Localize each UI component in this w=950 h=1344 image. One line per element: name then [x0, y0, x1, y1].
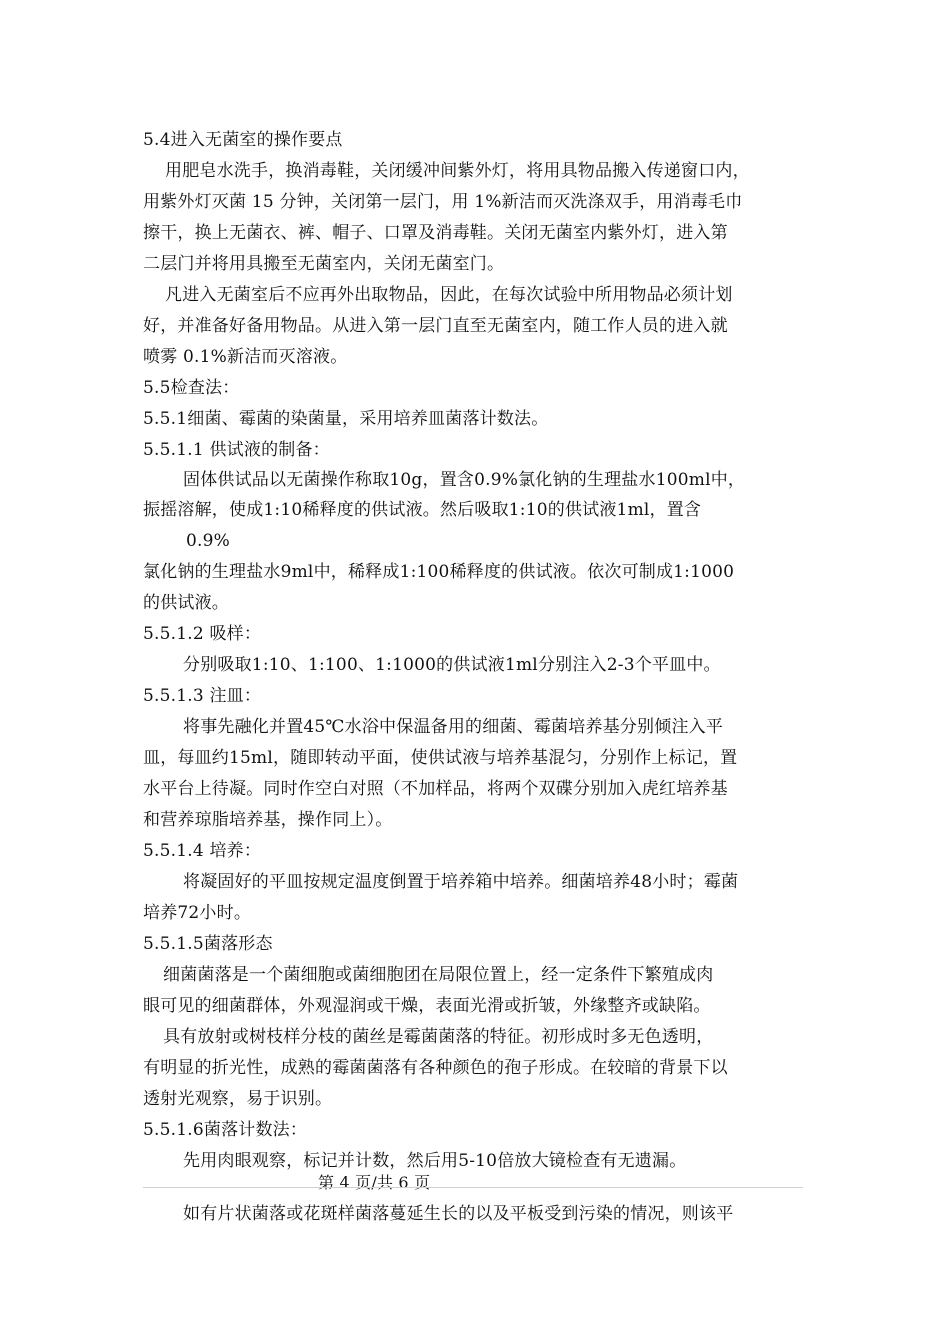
paragraph-line: 0.9%	[186, 531, 230, 551]
paragraph-line: 分别吸取1:10、1:100、1:1000的供试液1ml分别注入2-3个平皿中。	[183, 655, 721, 675]
paragraph-line: 细菌菌落是一个菌细胞或菌细胞团在局限位置上，经一定条件下繁殖成肉	[163, 965, 714, 985]
paragraph-line: 凡进入无菌室后不应再外出取物品，因此，在每次试验中所用物品必须计划	[165, 285, 733, 305]
section-heading-5-5-1-1: 5.5.1.1 供试液的制备：	[143, 440, 330, 460]
paragraph-line: 皿，每皿约15ml，随即转动平面，使供试液与培养基混匀，分别作上标记，置	[143, 748, 738, 768]
section-heading-5-5-1: 5.5.1细菌、霉菌的染菌量，采用培养皿菌落计数法。	[143, 409, 549, 429]
paragraph-line: 好，并准备好备用物品。从进入第一层门直至无菌室内，随工作人员的进入就	[143, 316, 728, 336]
paragraph-line: 将凝固好的平皿按规定温度倒置于培养箱中培养。细菌培养48小时；霉菌	[183, 872, 739, 892]
paragraph-line: 眼可见的细菌群体，外观湿润或干燥，表面光滑或折皱，外缘整齐或缺陷。	[143, 996, 711, 1016]
section-heading-5-5-1-3: 5.5.1.3 注皿：	[143, 686, 262, 706]
paragraph-line: 氯化钠的生理盐水9ml中，稀释成1:100稀释度的供试液。依次可制成1:1000	[143, 562, 735, 582]
paragraph-line: 将事先融化并置45℃水浴中保温备用的细菌、霉菌培养基分别倾注入平	[183, 717, 724, 737]
page-number: 第 4 页/共 6 页	[318, 1173, 431, 1192]
section-heading-5-5-1-5: 5.5.1.5菌落形态	[143, 934, 273, 954]
paragraph-line: 喷雾 0.1%新洁而灭溶液。	[143, 347, 348, 367]
paragraph-line: 振摇溶解，使成1:10稀释度的供试液。然后吸取1:10的供试液1ml，置含	[143, 500, 702, 520]
paragraph-line: 擦干，换上无菌衣、裤、帽子、口罩及消毒鞋。关闭无菌室内紫外灯，进入第	[143, 223, 728, 243]
page-divider	[143, 1187, 803, 1188]
paragraph-line: 有明显的折光性，成熟的霉菌菌落有各种颜色的孢子形成。在较暗的背景下以	[143, 1058, 728, 1078]
paragraph-line: 具有放射或树枝样分枝的菌丝是霉菌菌落的特征。初形成时多无色透明，	[163, 1027, 714, 1047]
section-heading-5-5-1-6: 5.5.1.6菌落计数法：	[143, 1120, 308, 1140]
paragraph-line: 的供试液。	[143, 593, 229, 613]
section-heading-5-5-1-4: 5.5.1.4 培养：	[143, 841, 262, 861]
section-heading-5-4: 5.4进入无菌室的操作要点	[143, 130, 343, 150]
paragraph-line: 二层门并将用具搬至无菌室内，关闭无菌室门。	[143, 254, 505, 274]
paragraph-line: 先用肉眼观察，标记并计数，然后用5-10倍放大镜检查有无遗漏。	[183, 1151, 687, 1171]
section-heading-5-5: 5.5检查法：	[143, 378, 240, 398]
paragraph-line: 用紫外灯灭菌 15 分钟，关闭第一层门，用 1%新洁而灭洗涤双手，用消毒毛巾	[143, 192, 743, 212]
paragraph-line: 和营养琼脂培养基，操作同上）。	[143, 810, 393, 830]
paragraph-line: 培养72小时。	[143, 903, 252, 923]
paragraph-line: 用肥皂水洗手，换消毒鞋，关闭缓冲间紫外灯，将用具物品搬入传递窗口内，	[165, 161, 750, 181]
paragraph-line: 透射光观察，易于识别。	[143, 1089, 333, 1109]
paragraph-line: 固体供试品以无菌操作称取10g，置含0.9%氯化钠的生理盐水100ml中，	[183, 470, 746, 490]
section-heading-5-5-1-2: 5.5.1.2 吸样：	[143, 624, 262, 644]
paragraph-line: 水平台上待凝。同时作空白对照（不加样品，将两个双碟分别加入虎红培养基	[143, 779, 728, 799]
paragraph-line: 如有片状菌落或花斑样菌落蔓延生长的以及平板受到污染的情况，则该平	[183, 1204, 734, 1224]
